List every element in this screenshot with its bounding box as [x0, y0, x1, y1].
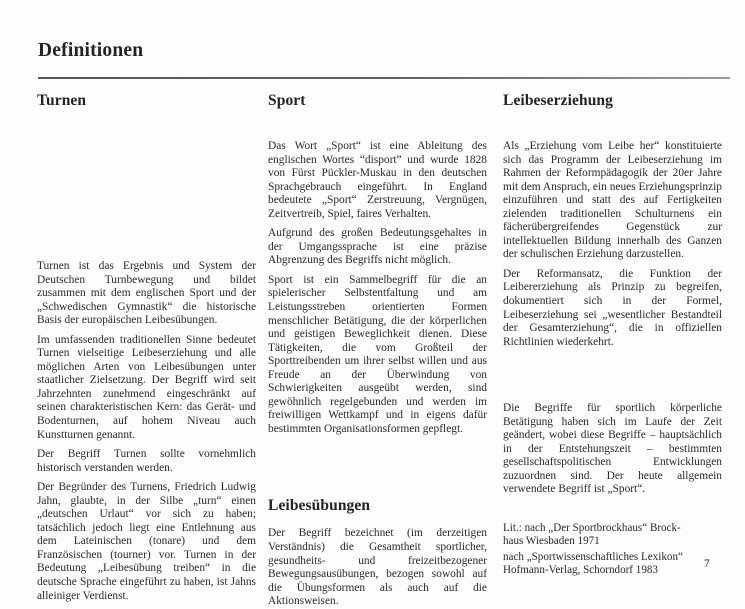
column-leibeserziehung: [503, 92, 722, 497]
section-spacer: [268, 436, 487, 497]
paragraph: Als „Erziehung vom Leibe her“ konstituierte sich das Programm der Leibeserziehung im Rahmen der Reformpädagogik der 20er Jahre mit dem Anspruch, ein neues Erziehungsprinzip einzuführen und statt des auf Fertigkeiten zielenden traditionellen Schulturnens ein fächerübergreifendes Gegenstück zur intellektuellen Bildung innerhalb des Ganzen der schulischen Erziehung darzustellen.: [503, 140, 722, 261]
citation-line: Lit.: nach „Der Sportbrockhaus“ Brock-: [503, 522, 681, 534]
paragraph: Der Begriff Turnen sollte vornehmlich historisch verstanden werden.: [37, 448, 256, 474]
citation-line: Hofmann-Verlag, Schorndorf 1983: [503, 563, 658, 576]
paragraph: Turnen ist das Ergebnis und System der Deutschen Turnbewegung und bildet zusammen mit dem englischen Sport und der „Schwedischen Gymnastik“ die historische Basis der europäischen Leibesübungen.: [37, 260, 256, 327]
paragraph: Sport ist ein Sammelbegriff für die an spielerischer Selbstentfaltung und am Leistungsstreben orientierten Formen menschlicher Betätigung, die der körperlichen und geistigen Beweglichkeit dienen. Diese Tätigkeiten, die vom Großteil der Sporttreibenden um ihrer selbst willen und aus Freude an der Überwindung von Schwierigkeiten ausgeübt werden, sind gewöhnlich regelgebunden und werden im freiwilligen Wettkampf und in eigens dafür bestimmten Organisationsformen gepflegt.: [268, 273, 487, 435]
section-spacer: [503, 355, 722, 402]
column-heading-leibeserziehung: Leibeserziehung: [503, 92, 613, 109]
column-sport-body: [268, 140, 487, 436]
paragraph: Aufgrund des großen Bedeutungsgehaltes in der Umgangssprache ist eine präzise Abgrenzung des Begriffs nicht möglich.: [268, 227, 487, 267]
paragraph: Im umfassenden traditionellen Sinne bedeutet Turnen vielseitige Leibeserziehung und alle möglichen Arten von Leibesübungen unter staatlicher Zielsetzung. Der Begriff wird seit Jahrzehnten zunehmend eingeschränkt auf seinen charakteristischen Kern: das Gerät- und Bodenturnen, auf hohem Niveau auch Kunstturnen genannt.: [37, 333, 256, 441]
paragraph: Das Wort „Sport“ ist eine Ableitung des englischen Wortes “disport” und wurde 1828 von Fürst Pückler-Muskau in den deutschen Sprachgebrauch eingeführt. In England bedeutete „Sport“ Zerstreuung, Vergnügen, Zeitvertreib, Spiel, faires Verhalten.: [268, 140, 487, 220]
column-turnen-body: [37, 260, 256, 603]
page-title: Definitionen: [38, 40, 144, 61]
citation-line: haus Wiesbaden 1971: [503, 535, 600, 548]
title-divider: [38, 77, 730, 79]
paragraph: Der Begründer des Turnens, Friedrich Ludwig Jahn, glaubte, in der Silbe „turn“ einen „deutschen Urlaut“ vor sich zu haben; tatsächlich jedoch liegt eine Entlehnung aus dem Lateinischen (tonare) und dem Französischen (tourner) vor. Turnen in der Bedeutung „Leibesübung treiben“ in die deutsche Sprache eingeführt zu haben, ist Jahns alleiniger Verdienst.: [37, 481, 256, 602]
citation-entry-1: [503, 522, 733, 549]
page-number: 7: [704, 558, 710, 570]
paragraph-closing: Die Begriffe für sportlich körperliche Betätigung haben sich im Laufe der Zeit geändert, wobei diese Begriffe – hauptsächlich in der Entstehungszeit – bestimmten gesellschaftspolitischen Entwicklungen zuzuordnen sind. Der heute allgemein verwendete Begriff ist „Sport“.: [503, 402, 722, 496]
paragraph: Der Begriff bezeichnet (im derzeitigen Verständnis) die Gesamtheit sportlicher, gesundheits- und freizeitbezogener Bewegungsausübungen, bezogen sowohl auf die Übungsformen als auch auf die Aktionsweisen.: [268, 527, 487, 608]
column-heading-turnen: Turnen: [37, 92, 87, 109]
column-sport: [268, 92, 487, 609]
literature-citation: [503, 522, 733, 579]
citation-entry-2: [503, 551, 733, 578]
paragraph: Der Reformansatz, die Funktion der Leibererziehung als Prinzip zu begreifen, dokumentiert sich in der Formel, Leibeserziehung sei „wesentlicher Bestandteil der Gesamterziehung“, die in offiziellen Richtlinien wiederkehrt.: [503, 267, 722, 348]
citation-line: nach „Sportwissenschaftliches Lexikon“: [503, 550, 683, 563]
column-heading-sport: Sport: [268, 92, 306, 109]
column-turnen: [37, 92, 256, 603]
column-heading-leibesuebungen: Leibesübungen: [268, 497, 371, 515]
